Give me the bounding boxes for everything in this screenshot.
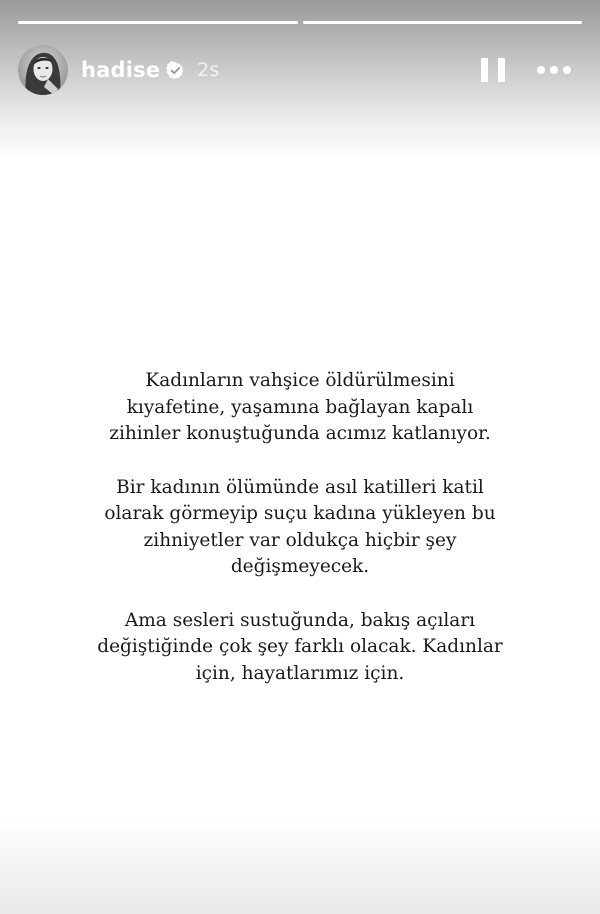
- progress-segment-2: [303, 21, 583, 24]
- progress-fill-2: [303, 21, 583, 24]
- pause-icon: [481, 58, 488, 82]
- story-text: [70, 368, 530, 714]
- line: zihinler konuştuğunda acımız katlanıyor.: [109, 423, 491, 444]
- paragraph-1: [70, 368, 530, 448]
- more-dot-3: [563, 66, 571, 74]
- paragraph-3: [70, 608, 530, 688]
- more-options-button[interactable]: [537, 56, 571, 84]
- line: değişmeyecek.: [230, 556, 370, 577]
- progress-fill-1: [18, 21, 298, 24]
- line: kıyafetine, yaşamına bağlayan kapalı: [126, 396, 474, 418]
- username[interactable]: hadise: [81, 58, 161, 82]
- line: Ama sesleri sustuğunda, bakış açıları: [124, 609, 476, 631]
- paragraph-2: [70, 475, 530, 581]
- line: değiştiğinde çok şey farklı olacak. Kadınlar: [97, 636, 503, 657]
- verified-badge-icon: [166, 61, 185, 80]
- line: için, hayatlarımız için.: [195, 662, 405, 684]
- avatar-image: [18, 45, 68, 95]
- pause-button[interactable]: [481, 56, 505, 84]
- line: Bir kadının ölümünde asıl katilleri katil: [116, 476, 484, 498]
- story-progress: [18, 21, 582, 24]
- more-dot-2: [550, 66, 558, 74]
- avatar[interactable]: [18, 45, 68, 95]
- pause-icon-bar-right: [498, 58, 505, 82]
- progress-segment-1: [18, 21, 298, 24]
- line: olarak görmeyip suçu kadına yükleyen bu: [104, 503, 496, 524]
- more-horizontal-icon: [537, 66, 545, 74]
- post-timestamp: 2s: [197, 59, 220, 81]
- story-header: [18, 43, 582, 97]
- line: zihniyetler var oldukça hiçbir şey: [143, 529, 457, 551]
- line: Kadınların vahşice öldürülmesini: [145, 370, 455, 391]
